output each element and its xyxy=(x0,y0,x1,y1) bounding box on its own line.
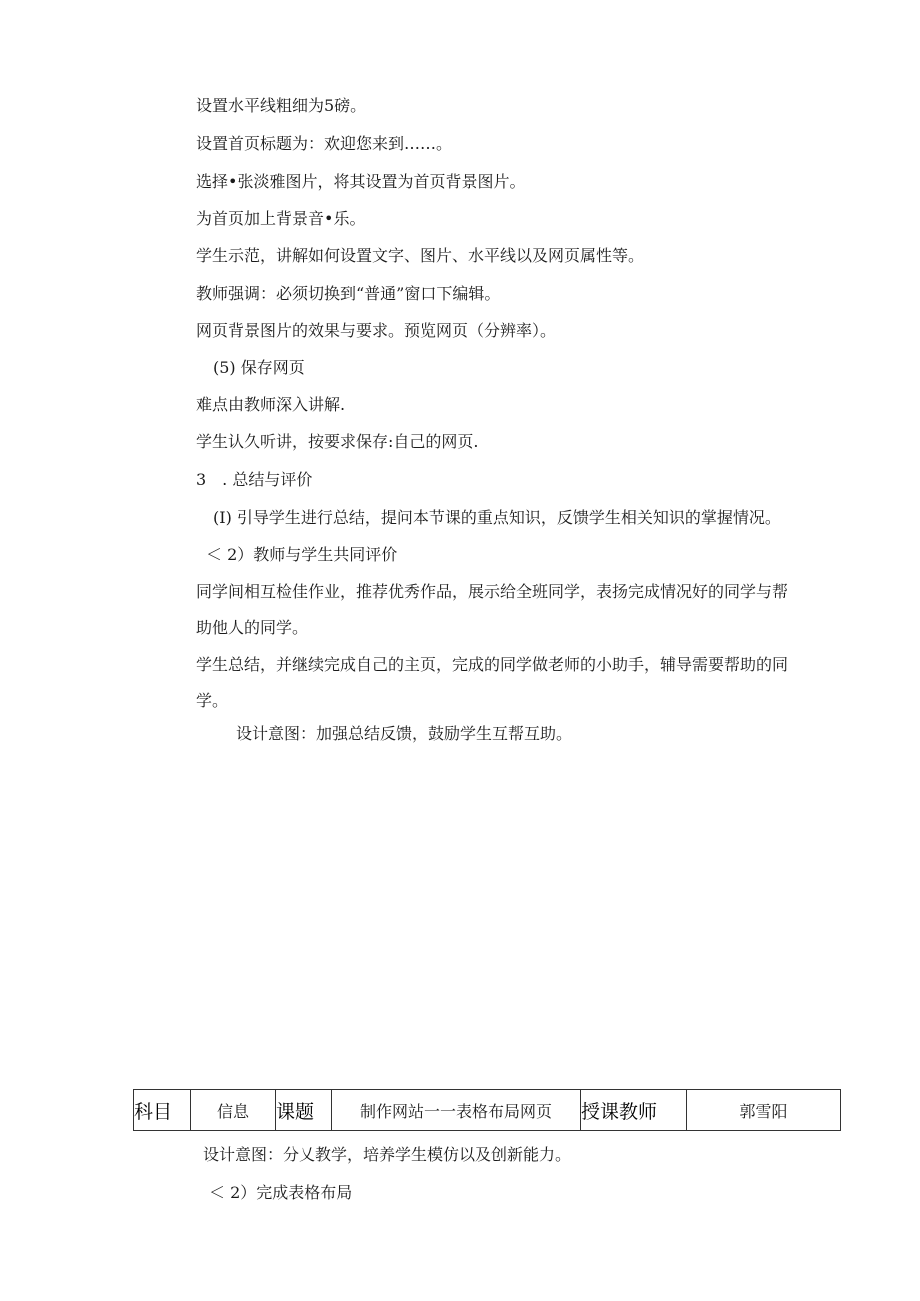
text-line-preview: 网页背景图片的效果与要求。预览网页（分辨率）。 xyxy=(196,321,557,340)
text-line-peer-review-2: 助他人的同学。 xyxy=(196,618,309,637)
text-line-background-music: 为首页加上背景音•乐。 xyxy=(196,209,366,228)
teacher-label: 授课教师 xyxy=(581,1090,687,1131)
lesson-info-table xyxy=(133,1089,841,1131)
subject-label: 科目 xyxy=(134,1090,191,1131)
table-row xyxy=(134,1090,841,1131)
text-line-save-heading: (5) 保存网页 xyxy=(213,358,305,377)
text-line-joint-evaluation: ＜ 2）教师与学生共同评价 xyxy=(206,545,398,564)
teacher-value: 郭雪阳 xyxy=(687,1090,841,1131)
topic-label: 课题 xyxy=(276,1090,332,1131)
text-line-design-intent-2: 设计意图：分乂教学，培养学生模仿以及创新能力。 xyxy=(203,1145,572,1164)
text-line-background-image: 选择•张淡雅图片，将其设置为首页背景图片。 xyxy=(196,172,526,191)
topic-value: 制作网站一一表格布局网页 xyxy=(332,1090,581,1131)
text-line-guide-summary: (I) 引导学生进行总结，提问本节课的重点知识，反馈学生相关知识的掌握情况。 xyxy=(213,508,781,527)
text-line-summary-heading: 3 . 总结与评价 xyxy=(196,470,313,489)
text-line-student-demo: 学生示范，讲解如何设置文字、图片、水平线以及网页属性等。 xyxy=(196,246,645,265)
text-line-teacher-emphasis: 教师强调：必须切换到“普通”窗口下编辑。 xyxy=(196,284,501,303)
text-line-hr-thickness: 设置水平线粗细为5磅。 xyxy=(196,96,367,115)
text-line-student-summary-1: 学生总结，并继续完成自己的主页，完成的同学做老师的小助手，辅导需要帮助的同 xyxy=(196,655,789,674)
text-line-difficulty: 难点由教师深入讲解. xyxy=(196,395,346,414)
text-line-design-intent: 设计意图：加强总结反馈，鼓励学生互帮互助。 xyxy=(236,724,573,743)
text-line-peer-review-1: 同学间相互检佳作业，推荐优秀作品，展示给全班同学，表扬完成情况好的同学与帮 xyxy=(196,582,789,601)
text-line-student-save: 学生认久听讲，按要求保存:自己的网页. xyxy=(196,432,479,451)
text-line-page-title: 设置首页标题为：欢迎您来到……。 xyxy=(196,134,453,153)
subject-value: 信息 xyxy=(191,1090,276,1131)
text-line-complete-table-layout: ＜ 2）完成表格布局 xyxy=(209,1183,353,1202)
text-line-student-summary-2: 学。 xyxy=(196,691,229,710)
